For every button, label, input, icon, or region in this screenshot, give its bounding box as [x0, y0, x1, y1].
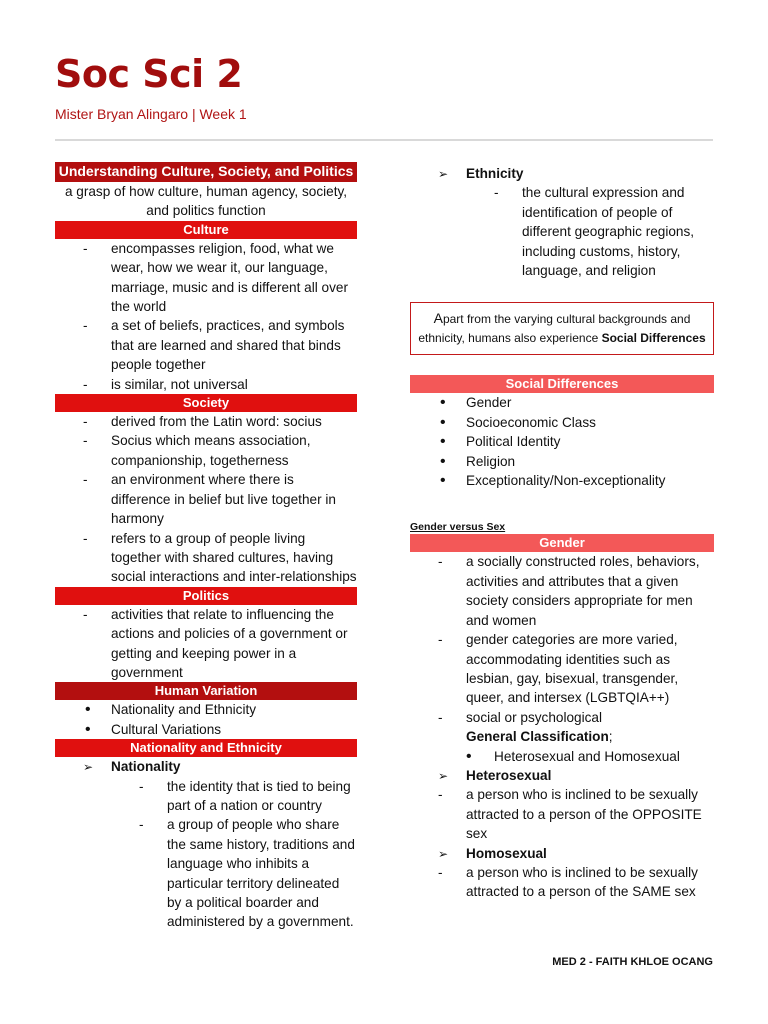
- list-item: - a group of people who share the same history, traditions and language who inhibits a particular territory delineated by a political boarder and administered by a government.: [55, 815, 357, 931]
- page-subtitle: Mister Bryan Alingaro | Week 1: [55, 106, 247, 122]
- ethnicity-list: [410, 183, 714, 280]
- nationality-ethnicity-heading: Nationality and Ethnicity: [55, 739, 357, 757]
- general-classification: [410, 727, 714, 746]
- list-item: - a person who is inclined to be sexually attracted to a person of the OPPOSITE sex: [410, 785, 714, 843]
- list-item: • Nationality and Ethnicity: [55, 700, 357, 719]
- callout-lead-letter: A: [433, 310, 443, 327]
- classification-label: General Classification: [466, 729, 609, 745]
- nationality-list: [55, 777, 357, 932]
- list-item: - Socius which means association, companionship, togetherness: [55, 431, 357, 470]
- homosexual-list: [410, 863, 714, 902]
- list-item: - activities that relate to influencing the actions and policies of a government or getting and keeping power in a government: [55, 605, 357, 683]
- list-item: - a person who is inclined to be sexually attracted to a person of the SAME sex: [410, 863, 714, 902]
- header-divider: [55, 139, 713, 141]
- nationality-label: ➢ Nationality: [55, 757, 357, 776]
- list-item: - encompasses religion, food, what we wear, how we wear it, our language, marriage, music and is different all over the world: [55, 239, 357, 317]
- list-item: • Political Identity: [410, 432, 714, 451]
- list-item: - is similar, not universal: [55, 375, 357, 394]
- human-variation-heading: Human Variation: [55, 682, 357, 700]
- classification-list: [410, 747, 714, 766]
- list-item: • Cultural Variations: [55, 720, 357, 739]
- culture-list: [55, 239, 357, 394]
- callout-text: part from the varying cultural backgrounds and ethnicity, humans also experience: [418, 312, 691, 346]
- list-item: • Gender: [410, 393, 714, 412]
- list-item: - a set of beliefs, practices, and symbols that are learned and shared that binds people together: [55, 316, 357, 374]
- social-differences-list: [410, 393, 714, 490]
- politics-heading: Politics: [55, 587, 357, 605]
- society-heading: Society: [55, 394, 357, 412]
- list-item: • Exceptionality/Non-exceptionality: [410, 471, 714, 490]
- list-item: - gender categories are more varied, accommodating identities such as lesbian, gay, bisexual, transgender, queer, and intersex (LGBTQIA++): [410, 630, 714, 708]
- footer-author: MED 2 - FAITH KHLOE OCANG: [552, 956, 713, 968]
- politics-list: [55, 605, 357, 683]
- list-item: • Heterosexual and Homosexual: [410, 747, 714, 766]
- social-differences-callout: [410, 302, 714, 355]
- list-item: - social or psychological: [410, 708, 714, 727]
- callout-bold: Social Differences: [601, 331, 706, 346]
- heterosexual-label: ➢ Heterosexual: [410, 766, 714, 785]
- list-item: • Religion: [410, 452, 714, 471]
- right-column: [410, 164, 714, 902]
- list-item: - refers to a group of people living together with shared cultures, having social interactions and inter-relationships: [55, 529, 357, 587]
- heterosexual-list: [410, 785, 714, 843]
- left-column: [55, 162, 357, 932]
- classification-suffix: ;: [608, 729, 613, 745]
- gender-heading: Gender: [410, 534, 714, 552]
- list-item: • Socioeconomic Class: [410, 413, 714, 432]
- ethnicity-label: ➢ Ethnicity: [410, 164, 714, 183]
- intro-text: a grasp of how culture, human agency, society, and politics function: [64, 184, 348, 219]
- social-differences-heading: Social Differences: [410, 375, 714, 393]
- list-item: - derived from the Latin word: socius: [55, 412, 357, 431]
- human-variation-list: [55, 700, 357, 739]
- list-item: - a socially constructed roles, behaviors, activities and attributes that a given society considers appropriate for men and women: [410, 552, 714, 630]
- society-list: [55, 412, 357, 587]
- culture-heading: Culture: [55, 221, 357, 239]
- main-heading: Understanding Culture, Society, and Politics: [55, 162, 357, 182]
- list-item: - an environment where there is difference in belief but live together in harmony: [55, 470, 357, 528]
- list-item: - the cultural expression and identification of people of different geographic regions, including customs, history, language, and religion: [410, 183, 714, 280]
- list-item: - the identity that is tied to being part of a nation or country: [55, 777, 357, 816]
- gender-list: [410, 552, 714, 727]
- page-title: Soc Sci 2: [55, 52, 243, 96]
- homosexual-label: ➢ Homosexual: [410, 844, 714, 863]
- gender-versus-sex-heading: Gender versus Sex: [410, 521, 506, 534]
